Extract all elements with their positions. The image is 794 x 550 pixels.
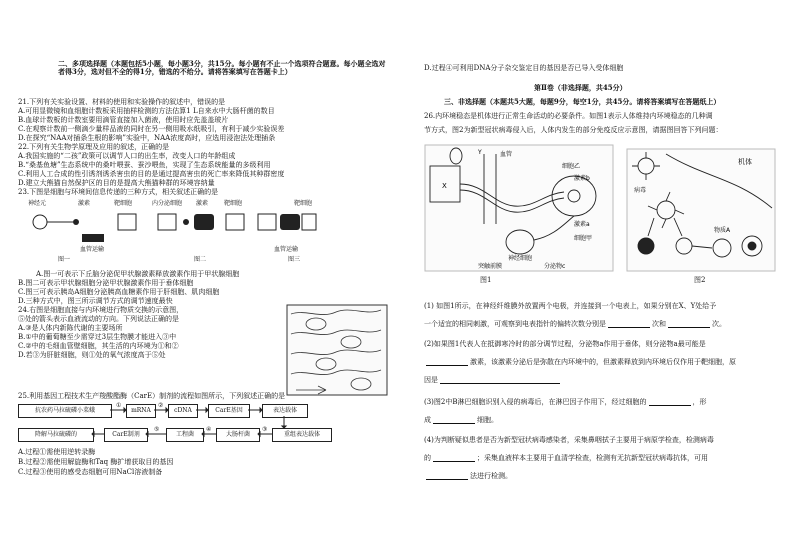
flow-box-engineered-bacteria: 工程菌	[166, 428, 204, 442]
question-26-1-line-2	[424, 320, 726, 328]
answer-blank-4a[interactable]	[433, 454, 475, 462]
answer-blank-2a[interactable]	[426, 358, 468, 366]
question-26-line-2: 节方式，图2为新型冠状病毒侵入后，人体内发生的部分免疫反应示意图，请据图回答下列问题：	[424, 126, 723, 134]
question-22: 22.下列有关生物学原理及应用的叙述，正确的是	[18, 143, 170, 151]
question-26-2-text: 激素，该激素分泌后是弥散在内环境中的，但激素释放到内环境后仅作用于靶细胞，原	[470, 358, 736, 366]
fig-label-hormone-2: 激素	[196, 200, 209, 207]
question-23: 23.下图是细胞与环境间信息传递的三种方式，相关叙述正确的是	[18, 188, 219, 196]
part-two-title: 第Ⅱ卷（非选择题，共45分）	[534, 84, 627, 92]
flow-step-4: ④	[206, 426, 212, 433]
section-header-non-choice: 三、非选择题（本题共5大题，每题9分，每空1分，共45分。请将答案填写在答题纸上）	[444, 98, 721, 106]
option-22-b: B.“桑基鱼塘”生态系统中的桑叶喂蚕、蚕沙喂鱼，实现了生态系统能量的多级利用	[18, 161, 271, 169]
flow-box-expression-vector: 表达载体	[262, 404, 308, 418]
option-21-a: A.可用显微镜和血细胞计数板采用抽样检测的方法估算1 L自来水中大肠杆菌的数目	[18, 107, 275, 115]
option-24-d: D.若③为肝脏细胞，则①处的氧气浓度高于⑤处	[18, 351, 166, 359]
question-25: 25.利用基因工程技术生产羧酸酯酶（CarE）制剂的流程如图所示，下列叙述正确的是	[18, 392, 286, 400]
question-24-cont: ⑤处的箭头表示血液流动的方向。下列说法正确的是	[18, 315, 179, 323]
option-23-a: A.图一可表示下丘脑分泌促甲状腺激素释放激素作用于甲状腺细胞	[36, 270, 240, 278]
figure-1-secretion-c-label: 分泌物c	[544, 263, 566, 270]
figure-1-vessel-label: 血管	[500, 151, 513, 158]
question-26-4-text-3: 法进行检测。	[470, 472, 512, 480]
fig-label-neuron: 神经元	[28, 200, 47, 207]
answer-blank-4b[interactable]	[426, 472, 468, 480]
option-23-d: D.三种方式中，图三所示调节方式的调节速度最快	[18, 297, 173, 305]
figure-three	[258, 214, 316, 230]
question-26-2-line-1: (2)如果图1代表人在抵御寒冷时的部分调节过程，分泌物a作用于垂体，则分泌物a最可能是	[424, 340, 706, 348]
question-26-3-text-2: ，形	[692, 398, 707, 406]
question-26-1-text-2: 次和	[652, 320, 666, 328]
fig-caption-three: 图三	[288, 256, 301, 263]
flow-step-1: ①	[116, 402, 122, 409]
flow-step-2: ②	[158, 402, 164, 409]
figure-one	[33, 214, 136, 242]
question-26-4-line-3	[424, 472, 512, 480]
figure-2-immune	[626, 148, 776, 272]
option-23-b: B.图二可表示甲状腺细胞分泌甲状腺激素作用于垂体细胞	[18, 279, 194, 287]
fig-caption-two: 图二	[194, 256, 207, 263]
fig-label-blood-3: 血管运输	[274, 246, 299, 253]
option-22-d: D.建立大熊猫自然保护区的目的是提高大熊猫种群的环境容纳量	[18, 179, 215, 187]
option-25-d: D.过程④可利用DNA分子杂交鉴定目的基因是否已导入受体细胞	[424, 64, 624, 72]
flow-box-care-prep: CarE制剂	[104, 428, 148, 442]
answer-blank-1a[interactable]	[608, 320, 650, 328]
fig-label-blood-1: 血管运输	[80, 246, 105, 253]
flow-box-degrade: 降解马拉硫磷的	[18, 428, 94, 442]
answer-blank-3a[interactable]	[649, 398, 691, 406]
flow-box-recombinant-vector: 重组表达载体	[272, 428, 332, 442]
question-26-3-text: (3)图2中B淋巴细胞识别入侵的病毒后，在淋巴因子作用下，经过细胞的	[424, 398, 647, 406]
figure-1-y-label: Y	[478, 149, 482, 156]
option-24-a: A.③是人体内新陈代谢的主要场所	[18, 324, 123, 332]
flow-step-3: ③	[262, 426, 268, 433]
option-21-d: D.在探究“NAA对插条生根的影响”实验中，NAA浓度高时，应选用浸泡法处理插条	[18, 134, 276, 142]
question-26-3-text-4: 细胞。	[477, 416, 498, 424]
option-23-c: C.图三可表示胰岛A细胞分泌胰高血糖素作用于肝细胞、肌肉细胞	[18, 288, 220, 296]
figure-1-caption: 图1	[480, 276, 492, 284]
question-26-2-line-3	[424, 376, 562, 384]
option-25-a: A.过程①需使用逆转录酶	[18, 448, 96, 456]
option-25-c: C.过程③使用的感受态细胞可用NaCl溶液制备	[18, 468, 163, 476]
fig-label-endocrine: 内分泌细胞	[152, 200, 183, 207]
question-24: 24.右图是细胞直接与内环境进行物质交换的示意图，	[18, 306, 184, 314]
fig-label-target-2: 靶细胞	[224, 200, 243, 207]
figure-2-virus-label: 病毒	[634, 187, 647, 194]
figure-1-cell-a-label: 细胞甲	[574, 235, 593, 242]
figure-1-hormone-b-label: 激素b	[574, 175, 590, 182]
answer-blank-2b[interactable]	[440, 376, 560, 384]
flow-box-care-gene: CarE基因	[208, 404, 250, 418]
question-26-2-text-2: 因是	[424, 376, 438, 384]
question-26-3-line-2	[424, 416, 498, 424]
question-26-1-line-1: (1) 如图1所示，在神经纤维膜外放置两个电极，并连接到一个电表上，如果分别在X、Y处给予	[424, 302, 717, 310]
section-header-multiple-choice: 二、多项选择题（本题包括5小题，每小题3分，共15分。每小题有不止一个选项符合题意。每小题全选对者得3分，选对但不全的得1分，错选的不给分。请将答案填写在答题卡上）	[58, 60, 386, 76]
figure-1-synapse-label: 突触前膜	[478, 263, 503, 270]
option-22-c: C.利用人工合成的性引诱剂诱杀害虫的目的是通过提高害虫的死亡率来降低其种群密度	[18, 170, 285, 178]
question-26-line-1: 26.内环境稳态是机体进行正常生命活动的必要条件。如图1表示人体维持内环境稳态的几种调	[424, 112, 713, 120]
question-26-4-text: 的	[424, 454, 431, 462]
question-26-4-line-2	[424, 454, 708, 462]
option-24-c: C.②中的毛细血管壁细胞，其生活的内环境为①和②	[18, 342, 179, 350]
figure-1-cell-b-label: 细胞乙	[562, 163, 581, 170]
question-26-2-line-2	[424, 358, 736, 366]
question-26-4-line-1: (4)为判断疑似患者是否为新型冠状病毒感染者，采集鼻咽拭子主要用于病原学检查，检测病毒	[424, 436, 714, 444]
fig-label-target-1: 靶细胞	[114, 200, 133, 207]
flow-step-5: ⑤	[154, 426, 160, 433]
figure-two	[158, 214, 244, 230]
question-26-1-text: 一个适宜的相同刺激，可观察到电表指针的偏转次数分别是	[424, 320, 606, 328]
option-24-b: B.①中的葡萄糖至少需穿过3层生物膜才能进入③中	[18, 333, 177, 341]
question-26-1-text-3: 次。	[712, 320, 726, 328]
answer-blank-3b[interactable]	[433, 416, 475, 424]
fig-label-target-3: 靶细胞	[294, 200, 313, 207]
option-25-b: B.过程②需使用解旋酶和Taq 酶扩增获取目的基因	[18, 458, 174, 466]
figure-1-neuron-label: 神经细胞	[508, 255, 533, 262]
question-26-3-text-3: 成	[424, 416, 431, 424]
figure-2-substance-label: 物质A	[714, 227, 731, 234]
question-26-3-line-1	[424, 398, 707, 406]
figure-1-hormone-a-label: 激素a	[574, 221, 590, 228]
figure-1-x-label: X	[442, 182, 447, 190]
figure-2-body-label: 机体	[738, 158, 752, 166]
flow-box-source: 抗农药马拉硫磷小菜蛾	[18, 404, 112, 418]
option-22-a: A.我国实施的“二孩”政策可以调节人口的出生率，改变人口的年龄组成	[18, 152, 236, 160]
flow-box-ecoli: 大肠杆菌	[216, 428, 260, 442]
figure-2-caption: 图2	[694, 276, 706, 284]
flow-box-mrna: mRNA	[126, 404, 156, 418]
fig-caption-one: 图一	[58, 256, 71, 263]
answer-blank-1b[interactable]	[668, 320, 710, 328]
figure-1-regulation	[424, 144, 614, 272]
option-21-b: B.血球计数板的计数室要用滴管直接加入菌液，使用时应先盖盖玻片	[18, 116, 229, 124]
flow-arrows	[18, 400, 338, 444]
option-21-c: C.在观察计数前一侧滴少量样品液的同时在另一侧用吸水纸吸引，有利于减少实验误差	[18, 125, 285, 133]
flow-box-cdna: cDNA	[168, 404, 198, 418]
question-21: 21.下列有关实验设置、材料的使用和实验操作的叙述中，错误的是	[18, 98, 226, 106]
question-26-4-text-2: ；采集血液样本主要用于血清学检查，检测有无抗新型冠状病毒抗体，可用	[477, 454, 708, 462]
tissue-exchange-figure	[286, 304, 388, 396]
fig-label-hormone-1: 激素	[78, 200, 91, 207]
